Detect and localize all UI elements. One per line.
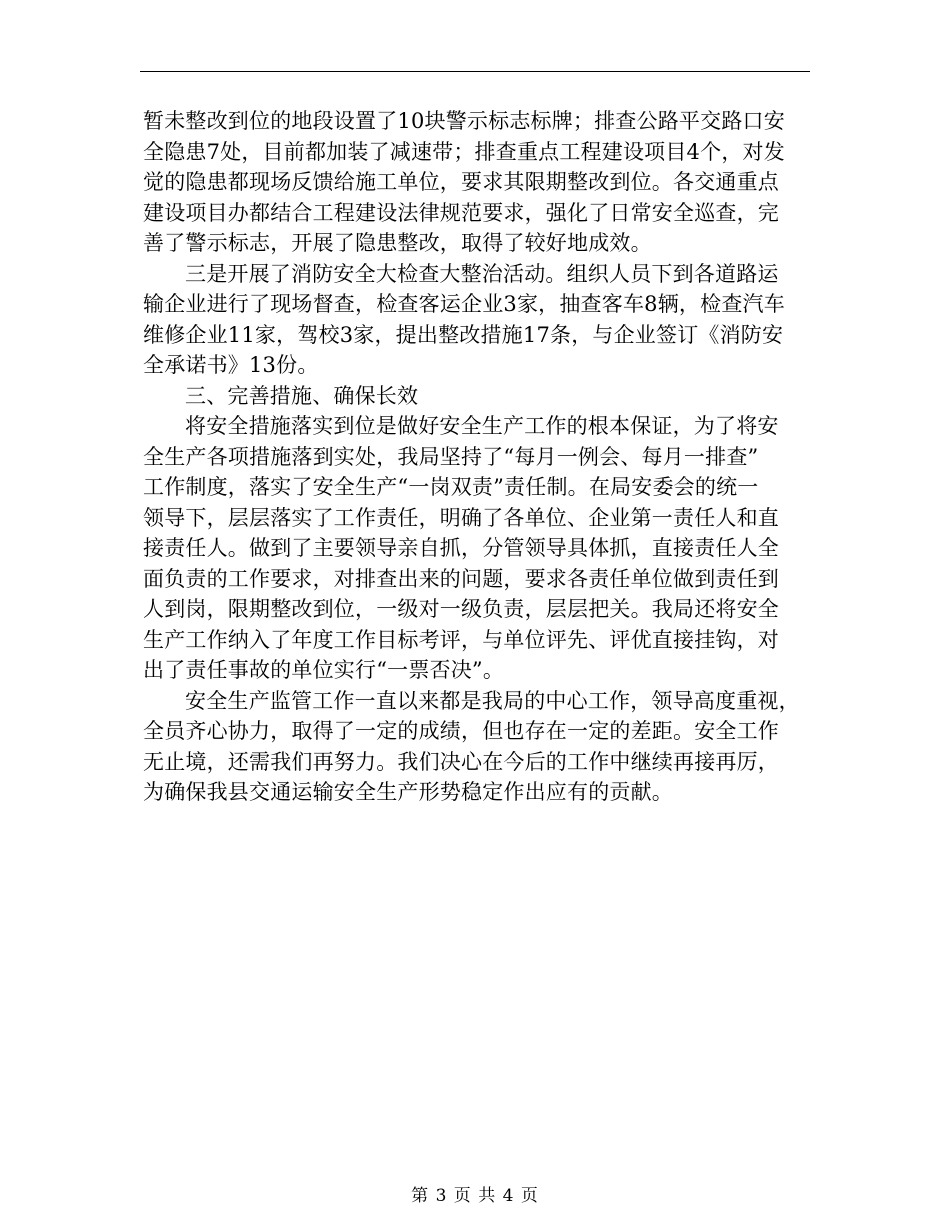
text-line: 领导下，层层落实了工作责任，明确了各单位、企业第一责任人和直	[143, 505, 779, 530]
paragraph-start-line: 将安全措施落实到位是做好安全生产工作的根本保证，为了将安	[185, 414, 779, 438]
paragraph-start-line: 安全生产监管工作一直以来都是我局的中心工作，领导高度重视，	[185, 688, 800, 713]
text-line: 接责任人。做到了主要领导亲自抓，分管领导具体抓，直接责任人全	[143, 536, 779, 560]
text-line: 人到岗，限期整改到位，一级对一级负责，层层把关。我局还将安全	[143, 597, 779, 621]
text-line: 生产工作纳入了年度工作目标考评，与单位评先、评优直接挂钩，对	[143, 627, 779, 652]
text-line: 出了责任事故的单位实行“一票否决”。	[143, 658, 505, 682]
paragraph-start-line: 三是开展了消防安全大检查大整治活动。组织人员下到各道路运	[185, 261, 779, 286]
text-line: 全生产各项措施落到实处，我局坚持了“每月一例会、每月一排查”	[143, 444, 759, 469]
text-line: 觉的隐患都现场反馈给施工单位，要求其限期整改到位。各交通重点	[143, 170, 779, 194]
text-line: 无止境，还需我们再努力。我们决心在今后的工作中继续再接再厉，	[143, 749, 779, 774]
text-line: 工作制度，落实了安全生产“一岗双责”责任制。在局安委会的统一	[143, 475, 759, 499]
text-line: 为确保我县交通运输安全生产形势稳定作出应有的贡献。	[143, 780, 673, 804]
text-line: 输企业进行了现场督查，检查客运企业3家，抽查客车8辆，检查汽车	[143, 292, 785, 316]
text-line: 全承诺书》13份。	[143, 353, 319, 377]
text-line: 全隐患7处，目前都加装了减速带；排查重点工程建设项目4个，对发	[143, 139, 785, 164]
text-line: 维修企业11家，驾校3家，提出整改措施17条，与企业签订《消防安	[143, 322, 784, 347]
text-line: 面负责的工作要求，对排查出来的问题，要求各责任单位做到责任到	[143, 566, 779, 591]
header-rule	[140, 71, 810, 72]
text-line: 建设项目办都结合工程建设法律规范要求，强化了日常安全巡查，完	[143, 200, 779, 225]
page-number-footer: 第 3 页 共 4 页	[411, 1186, 539, 1206]
document-body	[143, 106, 807, 808]
section-heading: 三、完善措施、确保长效	[185, 383, 419, 408]
text-line: 暂未整改到位的地段设置了10块警示标志标牌；排查公路平交路口安	[143, 109, 785, 133]
text-line: 善了警示标志，开展了隐患整改，取得了较好地成效。	[143, 231, 652, 255]
text-line: 全员齐心协力，取得了一定的成绩，但也存在一定的差距。安全工作	[143, 719, 779, 743]
